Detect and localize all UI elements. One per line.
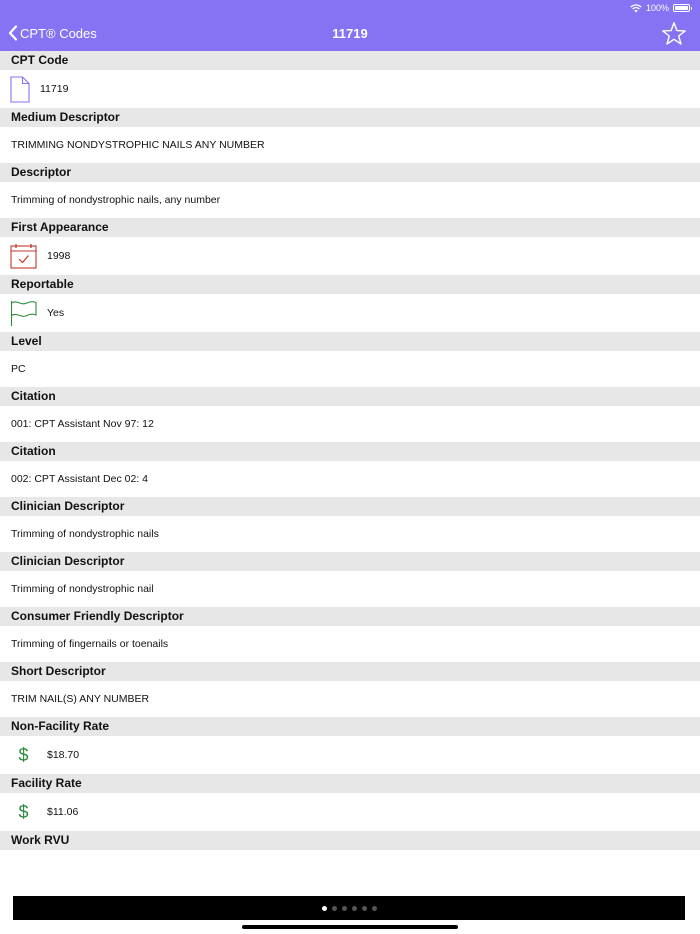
- section-header-cpt-code: CPT Code: [0, 51, 700, 70]
- navigation-bar: [0, 16, 700, 51]
- section-header-short-descriptor: Short Descriptor: [0, 662, 700, 681]
- reportable-value: Yes: [47, 307, 65, 319]
- cpt-code-row: [0, 70, 700, 108]
- battery-icon: [673, 4, 690, 12]
- descriptor-value: Trimming of nondystrophic nails, any number: [11, 194, 221, 206]
- status-indicators: [630, 2, 690, 14]
- consumer-friendly-value: Trimming of fingernails or toenails: [11, 638, 169, 650]
- level-row: [0, 351, 700, 387]
- facility-rate-row: [0, 793, 700, 831]
- page-dot-3[interactable]: [342, 906, 347, 911]
- document-icon: [10, 76, 30, 103]
- short-descriptor-value: TRIM NAIL(S) ANY NUMBER: [11, 693, 150, 705]
- section-header-clinician-descriptor-1: Clinician Descriptor: [0, 497, 700, 516]
- cpt-code-value: 11719: [40, 83, 69, 95]
- status-bar: [0, 0, 700, 16]
- facility-rate-value: $11.06: [47, 806, 79, 818]
- clinician-descriptor-row-2: [0, 571, 700, 607]
- section-header-non-facility-rate: Non-Facility Rate: [0, 717, 700, 736]
- citation-row-2: [0, 461, 700, 497]
- section-header-medium-descriptor: Medium Descriptor: [0, 108, 700, 127]
- section-header-level: Level: [0, 332, 700, 351]
- section-header-work-rvu: Work RVU: [0, 831, 700, 850]
- citation-row-1: [0, 406, 700, 442]
- wifi-icon: [630, 4, 642, 13]
- section-header-first-appearance: First Appearance: [0, 218, 700, 237]
- first-appearance-value: 1998: [47, 250, 71, 262]
- page-dot-2[interactable]: [332, 906, 337, 911]
- section-header-citation-2: Citation: [0, 442, 700, 461]
- section-header-facility-rate: Facility Rate: [0, 774, 700, 793]
- page-dot-4[interactable]: [352, 906, 357, 911]
- section-header-descriptor: Descriptor: [0, 163, 700, 182]
- clinician-descriptor-value-1: Trimming of nondystrophic nails: [11, 528, 159, 540]
- clinician-descriptor-value-2: Trimming of nondystrophic nail: [11, 583, 154, 595]
- page-control[interactable]: [13, 896, 685, 920]
- page-dot-1[interactable]: [322, 906, 327, 911]
- level-value: PC: [11, 363, 26, 375]
- section-header-reportable: Reportable: [0, 275, 700, 294]
- descriptor-row: [0, 182, 700, 218]
- page-dot-5[interactable]: [362, 906, 367, 911]
- page-dot-6[interactable]: [372, 906, 377, 911]
- flag-icon: [10, 300, 37, 327]
- dollar-icon: $: [18, 801, 29, 822]
- non-facility-rate-row: [0, 736, 700, 774]
- citation-value-1: 001: CPT Assistant Nov 97: 12: [11, 418, 154, 430]
- section-header-citation-1: Citation: [0, 387, 700, 406]
- consumer-friendly-row: [0, 626, 700, 662]
- battery-percent: 100%: [645, 3, 669, 13]
- page-title: 11719: [332, 26, 368, 41]
- dollar-icon: $: [18, 744, 29, 765]
- calendar-icon: [10, 243, 37, 269]
- star-icon[interactable]: [661, 21, 687, 47]
- medium-descriptor-value: TRIMMING NONDYSTROPHIC NAILS ANY NUMBER: [11, 139, 265, 151]
- non-facility-rate-value: $18.70: [47, 749, 80, 761]
- section-header-clinician-descriptor-2: Clinician Descriptor: [0, 552, 700, 571]
- medium-descriptor-row: [0, 127, 700, 163]
- first-appearance-row: [0, 237, 700, 275]
- citation-value-2: 002: CPT Assistant Dec 02: 4: [11, 473, 148, 485]
- section-header-consumer-friendly-descriptor: Consumer Friendly Descriptor: [0, 607, 700, 626]
- clinician-descriptor-row-1: [0, 516, 700, 552]
- reportable-row: [0, 294, 700, 332]
- back-button-label: CPT® Codes: [20, 25, 97, 41]
- short-descriptor-row: [0, 681, 700, 717]
- code-detail-list: [0, 51, 700, 850]
- home-indicator[interactable]: [242, 925, 458, 929]
